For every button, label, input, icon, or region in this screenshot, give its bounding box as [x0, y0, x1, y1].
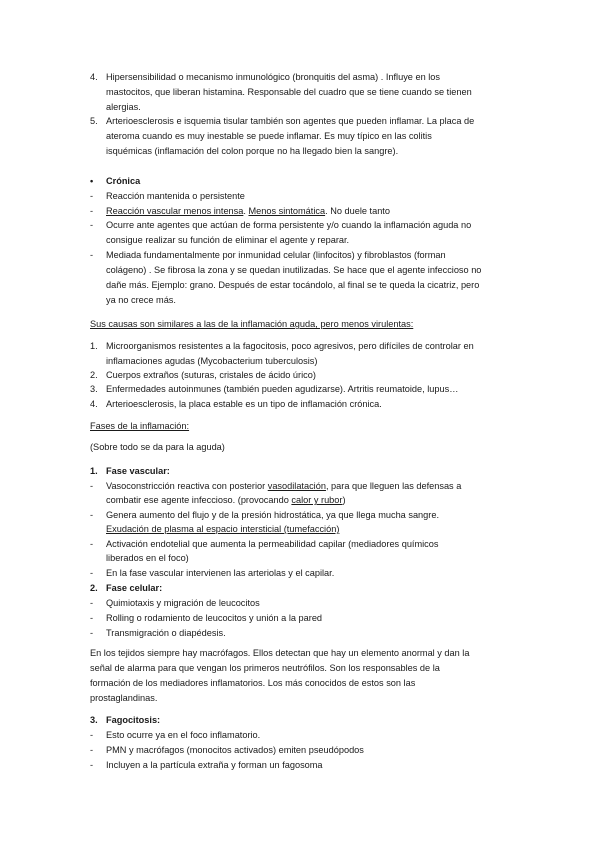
dash: - — [90, 191, 94, 201]
list-item-line: consigue realizar su función de eliminar el agente y reparar. — [106, 235, 350, 245]
text-fragment: . — [243, 206, 249, 216]
list-item-line: Mediada fundamentalmente por inmunidad celular (linfocitos) y fibroblastos (forman — [106, 250, 446, 260]
list-number: 2. — [90, 583, 98, 593]
list-number: 4. — [90, 399, 98, 409]
dash: - — [90, 220, 94, 230]
list-item-line: liberados en el foco) — [106, 553, 189, 563]
list-item-line: Genera aumento del flujo y de la presión hidrostática, ya que llega mucha sangre. — [106, 510, 439, 520]
list-item-line: Cuerpos extraños (suturas, cristales de ácido úrico) — [106, 370, 316, 380]
list-item-line: dañe más. Ejemplo: grano. Después de estar tocándolo, al final se te queda la cicatriz, pero — [106, 280, 480, 290]
list-item-line: Hipersensibilidad o mecanismo inmunológico (bronquitis del asma) . Influye en los — [106, 72, 440, 82]
list-number: 3. — [90, 384, 98, 394]
phase-title-celular: Fase celular: — [106, 583, 163, 593]
list-item-line: Transmigración o diapédesis. — [106, 628, 226, 638]
list-item-line: Quimiotaxis y migración de leucocitos — [106, 598, 260, 608]
list-item-line: colágeno) . Se fibrosa la zona y se quedan inutilizadas. Se hace que el agente infeccioso no — [106, 265, 482, 275]
paragraph-line: señal de alarma para que vengan los primeros neutrófilos. Son los responsables de la — [90, 663, 440, 673]
section-title-cronica: Crónica — [106, 176, 141, 186]
dash: - — [90, 730, 94, 740]
dash: - — [90, 760, 94, 770]
list-number: 1. — [90, 341, 98, 351]
dash: - — [90, 613, 94, 623]
dash: - — [90, 206, 94, 216]
list-number: 2. — [90, 370, 98, 380]
dash: - — [90, 745, 94, 755]
list-item-line — [106, 205, 390, 217]
dash: - — [90, 539, 94, 549]
phase-title-fagocitosis: Fagocitosis: — [106, 715, 161, 725]
bullet: • — [90, 176, 94, 186]
underlined-text: vasodilatación — [267, 481, 326, 491]
list-item-line: Microorganismos resistentes a la fagocitosis, poco agresivos, pero difíciles de controlar en — [106, 341, 474, 351]
dash: - — [90, 250, 94, 260]
list-item-line: inflamaciones agudas (Mycobacterium tuberculosis) — [106, 356, 318, 366]
list-item-line — [106, 494, 346, 506]
text-fragment: , para que lleguen las defensas a — [325, 481, 462, 491]
list-item-line: isquémicas (inflamación del colon porque no ha llegado bien la sangre). — [106, 146, 399, 156]
causas-heading: Sus causas son similares a las de la inflamación aguda, pero menos virulentas: — [90, 319, 414, 329]
list-item-line: ateroma cuando es muy inestable se puede inflamar. Es muy típico en las colitis — [106, 131, 432, 141]
list-item-line: Enfermedades autoinmunes (también pueden agudizarse). Artritis reumatoide, lupus… — [106, 384, 459, 394]
fases-note: (Sobre todo se da para la aguda) — [90, 442, 225, 452]
dash: - — [90, 628, 94, 638]
list-item-line: Reacción mantenida o persistente — [106, 191, 245, 201]
list-item-line: alergias. — [106, 102, 141, 112]
list-item-line: Incluyen a la partícula extraña y forman un fagosoma — [106, 760, 323, 770]
list-item-line: En la fase vascular intervienen las arteriolas y el capilar. — [106, 568, 335, 578]
underlined-text: Menos sintomática — [248, 206, 326, 216]
list-item-line: mastocitos, que liberan histamina. Responsable del cuadro que se tiene cuando se tienen — [106, 87, 472, 97]
list-number: 3. — [90, 715, 98, 725]
dash: - — [90, 568, 94, 578]
dash: - — [90, 510, 94, 520]
underlined-text: Reacción vascular menos intensa — [106, 206, 244, 216]
list-item-line: Rolling o rodamiento de leucocitos y unión a la pared — [106, 613, 323, 623]
list-item-line: ya no crece más. — [106, 295, 176, 305]
list-number: 5. — [90, 116, 98, 126]
dash: - — [90, 598, 94, 608]
text-fragment: Vasoconstricción reactiva con posterior — [106, 481, 268, 491]
list-item-line-underlined: Exudación de plasma al espacio intersticial (tumefacción) — [106, 524, 340, 534]
paragraph-line: formación de los mediadores inflamatorios. Los más conocidos de estos son las — [90, 678, 416, 688]
underlined-text: calor y rubor — [291, 495, 343, 505]
list-item-line: Esto ocurre ya en el foco inflamatorio. — [106, 730, 261, 740]
list-number: 4. — [90, 72, 98, 82]
dash: - — [90, 481, 94, 491]
list-item-line: Arterioesclerosis, la placa estable es un tipo de inflamación crónica. — [106, 399, 382, 409]
list-item-line: PMN y macrófagos (monocitos activados) emiten pseudópodos — [106, 745, 364, 755]
text-fragment: ) — [342, 495, 346, 505]
list-item-line: Activación endotelial que aumenta la permeabilidad capilar (mediadores químicos — [106, 539, 439, 549]
fases-heading: Fases de la inflamación: — [90, 421, 190, 431]
list-item-line: Arterioesclerosis e isquemia tisular también son agentes que pueden inflamar. La placa de — [106, 116, 475, 126]
list-number: 1. — [90, 466, 98, 476]
phase-title-vascular: Fase vascular: — [106, 466, 170, 476]
list-item-line — [106, 480, 461, 492]
text-fragment: combatir ese agente infeccioso. (provocando — [106, 495, 292, 505]
paragraph-line: prostaglandinas. — [90, 693, 158, 703]
text-fragment: . No duele tanto — [325, 206, 390, 216]
paragraph-line: En los tejidos siempre hay macrófagos. Ellos detectan que hay un elemento anormal y dan la — [90, 648, 470, 658]
list-item-line: Ocurre ante agentes que actúan de forma persistente y/o cuando la inflamación aguda no — [106, 220, 472, 230]
